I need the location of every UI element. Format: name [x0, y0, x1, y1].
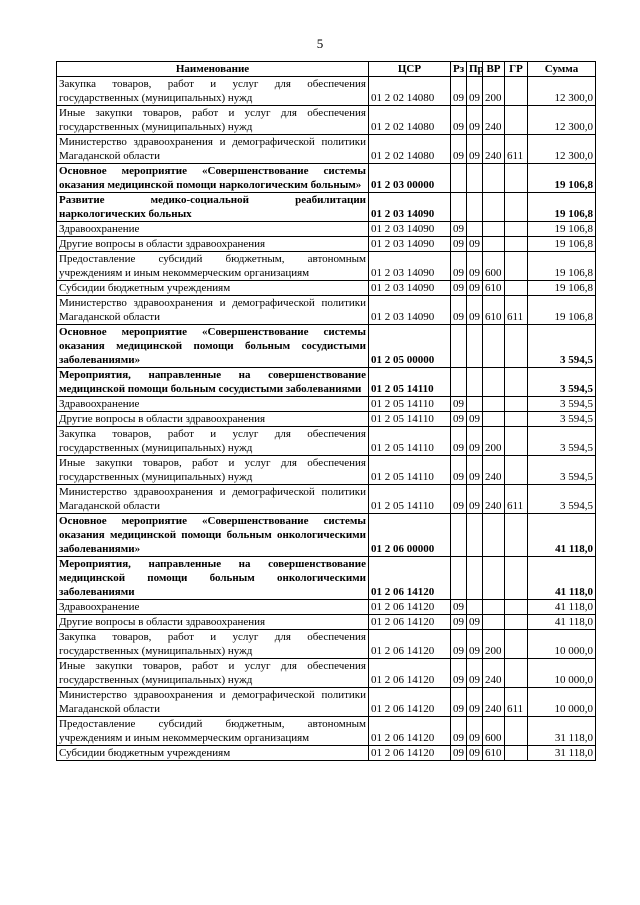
cell-gr — [505, 222, 528, 237]
cell-name: Закупка товаров, работ и услуг для обеспечения государственных (муниципальных) нужд — [57, 630, 369, 659]
cell-csr: 01 2 03 14090 — [369, 281, 451, 296]
cell-pr — [467, 164, 483, 193]
table-row — [57, 252, 596, 281]
cell-name: Другие вопросы в области здравоохранения — [57, 412, 369, 427]
cell-pr: 09 — [467, 717, 483, 746]
cell-name: Другие вопросы в области здравоохранения — [57, 237, 369, 252]
cell-gr — [505, 397, 528, 412]
cell-rz: 09 — [451, 296, 467, 325]
table-row — [57, 193, 596, 222]
table-row — [57, 659, 596, 688]
cell-name: Субсидии бюджетным учреждениям — [57, 746, 369, 761]
cell-name: Закупка товаров, работ и услуг для обеспечения государственных (муниципальных) нужд — [57, 427, 369, 456]
cell-sum: 3 594,5 — [528, 325, 596, 368]
cell-name: Здравоохранение — [57, 222, 369, 237]
table-row — [57, 557, 596, 600]
cell-pr — [467, 600, 483, 615]
cell-csr: 01 2 05 14110 — [369, 427, 451, 456]
table-row — [57, 630, 596, 659]
cell-sum: 19 106,8 — [528, 222, 596, 237]
cell-pr: 09 — [467, 485, 483, 514]
cell-rz: 09 — [451, 615, 467, 630]
cell-name: Закупка товаров, работ и услуг для обеспечения государственных (муниципальных) нужд — [57, 77, 369, 106]
cell-vr: 610 — [483, 296, 505, 325]
cell-vr — [483, 557, 505, 600]
cell-gr — [505, 252, 528, 281]
cell-sum: 3 594,5 — [528, 485, 596, 514]
cell-gr — [505, 456, 528, 485]
cell-sum: 10 000,0 — [528, 630, 596, 659]
cell-sum: 10 000,0 — [528, 688, 596, 717]
cell-sum: 41 118,0 — [528, 557, 596, 600]
cell-vr — [483, 412, 505, 427]
cell-vr: 240 — [483, 659, 505, 688]
cell-gr: 611 — [505, 485, 528, 514]
cell-pr: 09 — [467, 427, 483, 456]
table-row — [57, 427, 596, 456]
cell-csr: 01 2 06 14120 — [369, 630, 451, 659]
cell-csr: 01 2 02 14080 — [369, 135, 451, 164]
cell-rz — [451, 325, 467, 368]
table-row — [57, 746, 596, 761]
cell-pr: 09 — [467, 237, 483, 252]
table-row — [57, 600, 596, 615]
table-header-row — [57, 62, 596, 77]
cell-pr: 09 — [467, 252, 483, 281]
cell-name: Основное мероприятие «Совершенствование системы оказания медицинской помощи больным сосудистыми заболеваниями» — [57, 325, 369, 368]
cell-gr — [505, 281, 528, 296]
cell-gr — [505, 412, 528, 427]
cell-rz — [451, 164, 467, 193]
table-row — [57, 325, 596, 368]
table-row — [57, 456, 596, 485]
cell-pr: 09 — [467, 412, 483, 427]
cell-gr — [505, 600, 528, 615]
cell-sum: 3 594,5 — [528, 456, 596, 485]
cell-pr: 09 — [467, 296, 483, 325]
cell-vr: 240 — [483, 106, 505, 135]
cell-vr: 240 — [483, 485, 505, 514]
table-row — [57, 135, 596, 164]
cell-vr: 600 — [483, 252, 505, 281]
cell-pr — [467, 514, 483, 557]
cell-rz: 09 — [451, 746, 467, 761]
cell-gr — [505, 427, 528, 456]
cell-csr: 01 2 05 14110 — [369, 368, 451, 397]
page-number: 5 — [316, 36, 324, 51]
cell-name: Здравоохранение — [57, 397, 369, 412]
cell-csr: 01 2 03 14090 — [369, 193, 451, 222]
table-row — [57, 397, 596, 412]
cell-pr: 09 — [467, 106, 483, 135]
cell-rz: 09 — [451, 630, 467, 659]
cell-pr: 09 — [467, 659, 483, 688]
cell-pr — [467, 325, 483, 368]
cell-csr: 01 2 06 14120 — [369, 746, 451, 761]
cell-vr: 610 — [483, 746, 505, 761]
table-row — [57, 106, 596, 135]
cell-pr — [467, 193, 483, 222]
cell-gr — [505, 659, 528, 688]
cell-sum: 19 106,8 — [528, 281, 596, 296]
header-gr: ГР — [505, 62, 528, 77]
cell-sum: 12 300,0 — [528, 77, 596, 106]
cell-rz — [451, 557, 467, 600]
cell-csr: 01 2 03 14090 — [369, 237, 451, 252]
header-csr: ЦСР — [369, 62, 451, 77]
cell-name: Иные закупки товаров, работ и услуг для обеспечения государственных (муниципальных) нужд — [57, 106, 369, 135]
table-row — [57, 485, 596, 514]
cell-pr: 09 — [467, 746, 483, 761]
cell-sum: 31 118,0 — [528, 717, 596, 746]
cell-name: Мероприятия, направленные на совершенствование медицинской помощи больным онкологическими заболеваниями — [57, 557, 369, 600]
cell-name: Предоставление субсидий бюджетным, автономным учреждениям и иным некоммерческим организациям — [57, 252, 369, 281]
table-row — [57, 222, 596, 237]
cell-csr: 01 2 03 14090 — [369, 252, 451, 281]
cell-vr — [483, 222, 505, 237]
cell-gr — [505, 164, 528, 193]
cell-vr: 200 — [483, 630, 505, 659]
cell-gr: 611 — [505, 688, 528, 717]
cell-gr — [505, 77, 528, 106]
table-row — [57, 688, 596, 717]
cell-csr: 01 2 03 14090 — [369, 296, 451, 325]
cell-name: Субсидии бюджетным учреждениям — [57, 281, 369, 296]
cell-name: Основное мероприятие «Совершенствование системы оказания медицинской помощи наркологическим больным» — [57, 164, 369, 193]
cell-csr: 01 2 05 00000 — [369, 325, 451, 368]
cell-vr: 200 — [483, 77, 505, 106]
cell-vr — [483, 600, 505, 615]
cell-vr — [483, 164, 505, 193]
cell-sum: 41 118,0 — [528, 514, 596, 557]
header-rz: Рз — [451, 62, 467, 77]
cell-vr — [483, 237, 505, 252]
cell-vr: 240 — [483, 135, 505, 164]
cell-rz: 09 — [451, 717, 467, 746]
cell-csr: 01 2 06 14120 — [369, 659, 451, 688]
cell-sum: 12 300,0 — [528, 135, 596, 164]
cell-rz: 09 — [451, 427, 467, 456]
cell-name: Мероприятия, направленные на совершенствование медицинской помощи больным сосудистыми заболеваниями — [57, 368, 369, 397]
cell-vr: 200 — [483, 427, 505, 456]
cell-rz: 09 — [451, 485, 467, 514]
cell-vr — [483, 615, 505, 630]
table-row — [57, 368, 596, 397]
cell-gr — [505, 557, 528, 600]
cell-rz: 09 — [451, 135, 467, 164]
cell-gr — [505, 615, 528, 630]
cell-sum: 19 106,8 — [528, 237, 596, 252]
cell-gr — [505, 717, 528, 746]
cell-csr: 01 2 05 14110 — [369, 485, 451, 514]
cell-sum: 10 000,0 — [528, 659, 596, 688]
table-body — [57, 77, 596, 761]
cell-vr — [483, 397, 505, 412]
cell-pr — [467, 397, 483, 412]
cell-sum: 12 300,0 — [528, 106, 596, 135]
cell-csr: 01 2 06 14120 — [369, 557, 451, 600]
cell-gr — [505, 746, 528, 761]
cell-sum: 19 106,8 — [528, 252, 596, 281]
cell-pr: 09 — [467, 77, 483, 106]
cell-vr: 240 — [483, 456, 505, 485]
cell-name: Предоставление субсидий бюджетным, автономным учреждениям и иным некоммерческим организациям — [57, 717, 369, 746]
cell-pr — [467, 557, 483, 600]
cell-csr: 01 2 03 14090 — [369, 222, 451, 237]
cell-rz: 09 — [451, 659, 467, 688]
cell-rz — [451, 193, 467, 222]
table-row — [57, 412, 596, 427]
table-row — [57, 281, 596, 296]
cell-rz: 09 — [451, 281, 467, 296]
cell-rz: 09 — [451, 252, 467, 281]
cell-pr: 09 — [467, 135, 483, 164]
cell-pr: 09 — [467, 281, 483, 296]
cell-gr — [505, 237, 528, 252]
table-row — [57, 164, 596, 193]
cell-rz: 09 — [451, 397, 467, 412]
cell-csr: 01 2 06 00000 — [369, 514, 451, 557]
cell-sum: 3 594,5 — [528, 397, 596, 412]
cell-rz: 09 — [451, 688, 467, 717]
cell-name: Министерство здравоохранения и демографической политики Магаданской области — [57, 485, 369, 514]
cell-vr: 610 — [483, 281, 505, 296]
header-vr: ВР — [483, 62, 505, 77]
cell-csr: 01 2 05 14110 — [369, 456, 451, 485]
table-row — [57, 514, 596, 557]
cell-sum: 19 106,8 — [528, 164, 596, 193]
cell-csr: 01 2 02 14080 — [369, 106, 451, 135]
budget-table — [56, 61, 596, 761]
cell-csr: 01 2 05 14110 — [369, 412, 451, 427]
cell-vr — [483, 325, 505, 368]
cell-gr — [505, 325, 528, 368]
cell-vr — [483, 193, 505, 222]
cell-pr: 09 — [467, 456, 483, 485]
cell-gr: 611 — [505, 296, 528, 325]
cell-gr: 611 — [505, 135, 528, 164]
cell-pr: 09 — [467, 615, 483, 630]
cell-csr: 01 2 06 14120 — [369, 600, 451, 615]
cell-rz: 09 — [451, 237, 467, 252]
cell-sum: 19 106,8 — [528, 193, 596, 222]
cell-sum: 3 594,5 — [528, 368, 596, 397]
table-row — [57, 296, 596, 325]
cell-name: Министерство здравоохранения и демографической политики Магаданской области — [57, 135, 369, 164]
cell-csr: 01 2 05 14110 — [369, 397, 451, 412]
cell-sum: 19 106,8 — [528, 296, 596, 325]
cell-sum: 3 594,5 — [528, 412, 596, 427]
cell-csr: 01 2 06 14120 — [369, 688, 451, 717]
cell-gr — [505, 368, 528, 397]
header-pr: Пр — [467, 62, 483, 77]
cell-csr: 01 2 06 14120 — [369, 717, 451, 746]
cell-rz: 09 — [451, 222, 467, 237]
cell-gr — [505, 193, 528, 222]
header-name: Наименование — [57, 62, 369, 77]
cell-rz: 09 — [451, 106, 467, 135]
cell-sum: 41 118,0 — [528, 600, 596, 615]
cell-name: Министерство здравоохранения и демографической политики Магаданской области — [57, 688, 369, 717]
cell-pr — [467, 368, 483, 397]
cell-sum: 31 118,0 — [528, 746, 596, 761]
cell-name: Развитие медико-социальной реабилитации наркологических больных — [57, 193, 369, 222]
cell-rz: 09 — [451, 77, 467, 106]
header-sum: Сумма — [528, 62, 596, 77]
cell-rz: 09 — [451, 600, 467, 615]
cell-csr: 01 2 02 14080 — [369, 77, 451, 106]
table-row — [57, 717, 596, 746]
cell-name: Основное мероприятие «Совершенствование системы оказания медицинской помощи больным онкологическими заболеваниями» — [57, 514, 369, 557]
table-row — [57, 237, 596, 252]
table-row — [57, 77, 596, 106]
cell-pr — [467, 222, 483, 237]
cell-gr — [505, 106, 528, 135]
cell-vr: 240 — [483, 688, 505, 717]
cell-gr — [505, 630, 528, 659]
cell-gr — [505, 514, 528, 557]
cell-sum: 41 118,0 — [528, 615, 596, 630]
cell-name: Здравоохранение — [57, 600, 369, 615]
cell-rz — [451, 368, 467, 397]
cell-pr: 09 — [467, 630, 483, 659]
cell-name: Иные закупки товаров, работ и услуг для обеспечения государственных (муниципальных) нужд — [57, 456, 369, 485]
cell-name: Министерство здравоохранения и демографической политики Магаданской области — [57, 296, 369, 325]
cell-csr: 01 2 03 00000 — [369, 164, 451, 193]
table-row — [57, 615, 596, 630]
cell-rz — [451, 514, 467, 557]
cell-rz: 09 — [451, 456, 467, 485]
cell-rz: 09 — [451, 412, 467, 427]
cell-sum: 3 594,5 — [528, 427, 596, 456]
cell-csr: 01 2 06 14120 — [369, 615, 451, 630]
cell-name: Другие вопросы в области здравоохранения — [57, 615, 369, 630]
cell-pr: 09 — [467, 688, 483, 717]
cell-vr — [483, 514, 505, 557]
cell-vr: 600 — [483, 717, 505, 746]
cell-name: Иные закупки товаров, работ и услуг для обеспечения государственных (муниципальных) нужд — [57, 659, 369, 688]
cell-vr — [483, 368, 505, 397]
